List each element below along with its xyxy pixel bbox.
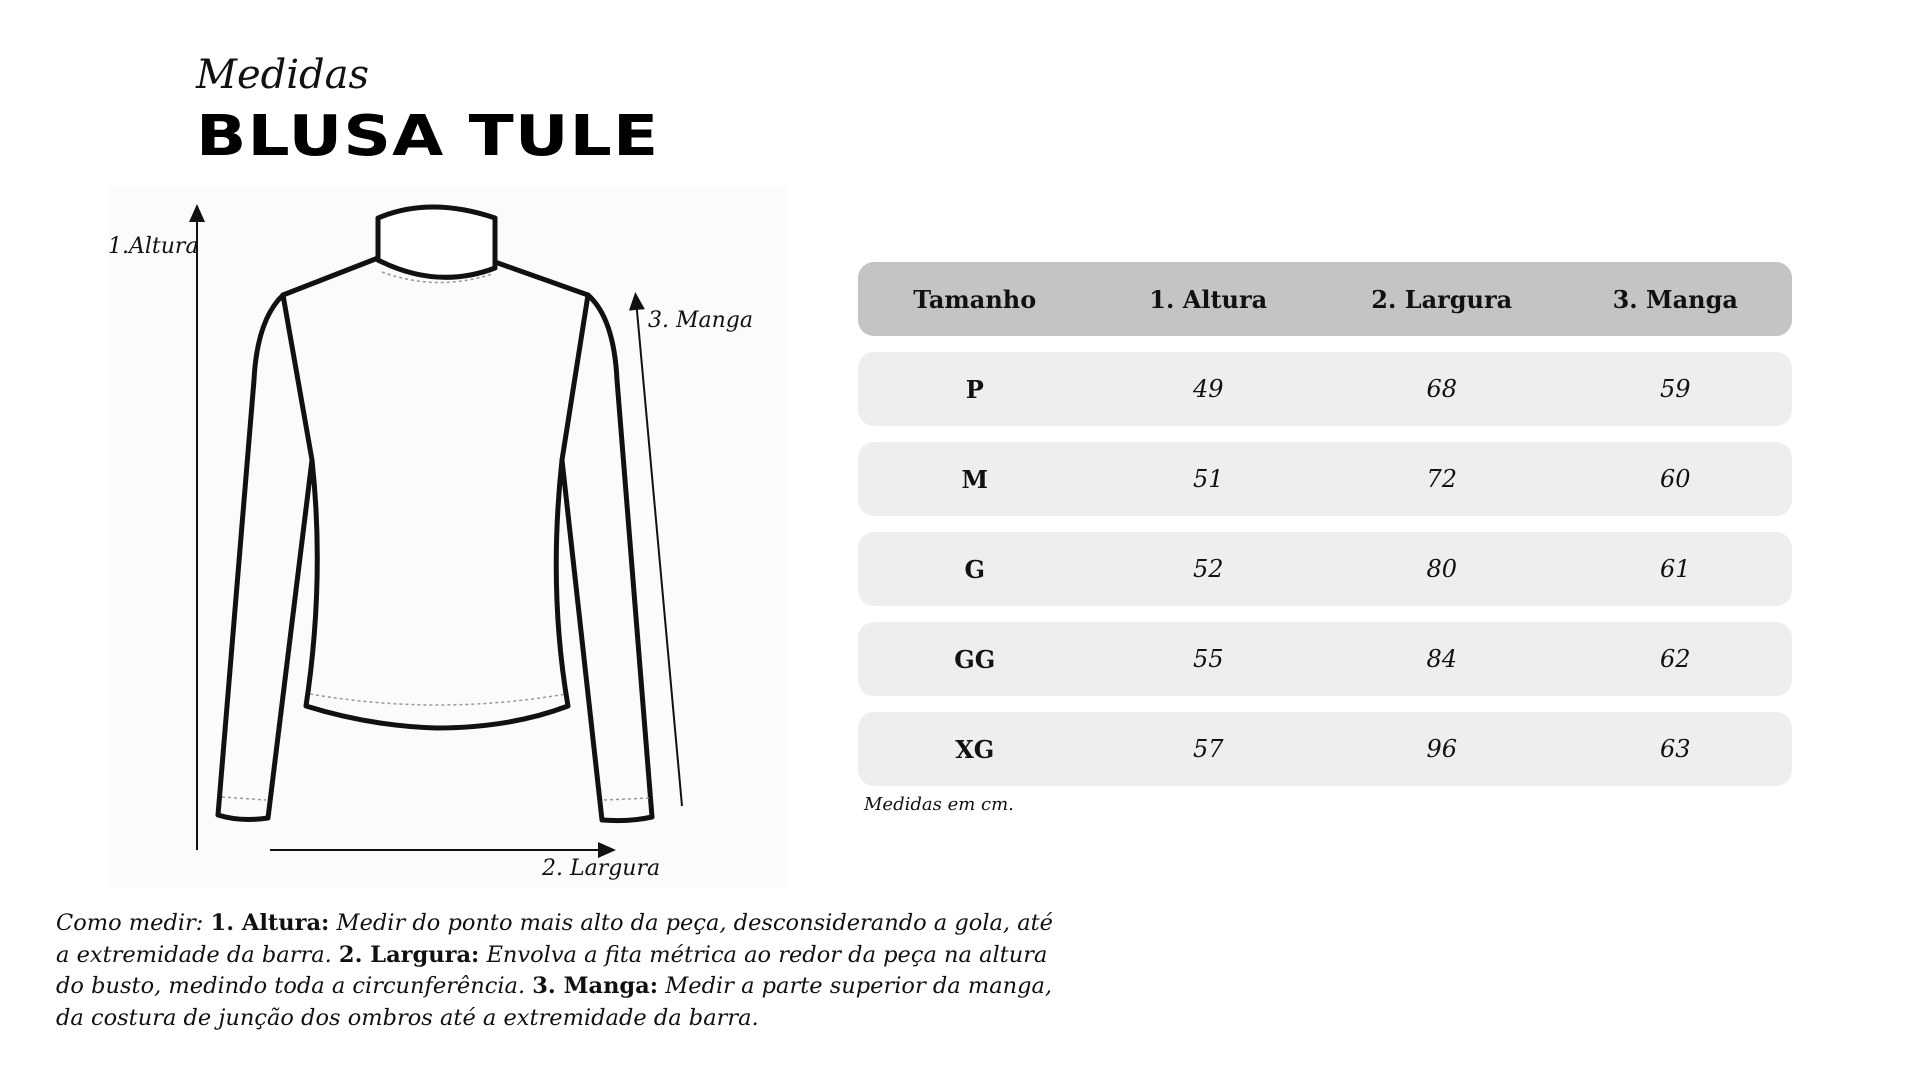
table-row: [858, 532, 1792, 606]
instructions-intro: Como medir:: [56, 910, 211, 936]
units-note: Medidas em cm.: [864, 794, 1014, 815]
column-header: 3. Manga: [1612, 284, 1738, 314]
size-cell: GG: [954, 644, 996, 674]
altura-cell: 51: [1192, 465, 1224, 493]
largura-cell: 96: [1426, 735, 1458, 763]
instruction-2-text: Envolva a fita métrica ao redor da peça na altura do busto, medindo toda a circunferência.: [56, 941, 1048, 999]
page-title: BLUSA TULE: [196, 104, 660, 169]
table-row: [858, 352, 1792, 426]
manga-cell: 61: [1659, 555, 1691, 583]
largura-cell: 80: [1426, 555, 1458, 583]
instruction-1-label: 1. Altura:: [210, 910, 330, 936]
altura-cell: 52: [1192, 555, 1224, 583]
table-row: [858, 712, 1792, 786]
column-header: Tamanho: [913, 284, 1037, 314]
manga-cell: 62: [1659, 645, 1691, 673]
instruction-3-label: 3. Manga:: [532, 973, 659, 999]
largura-cell: 68: [1426, 375, 1458, 403]
collar-outline: [378, 207, 495, 277]
manga-cell: 63: [1659, 735, 1691, 763]
manga-cell: 60: [1659, 465, 1691, 493]
altura-cell: 49: [1192, 375, 1224, 403]
size-cell: P: [965, 374, 984, 404]
manga-label: 3. Manga: [648, 308, 753, 333]
column-header: 1. Altura: [1149, 284, 1268, 314]
size-cell: M: [961, 464, 989, 494]
column-header: 2. Largura: [1371, 284, 1513, 314]
size-cell: G: [964, 554, 985, 584]
size-cell: XG: [955, 734, 995, 764]
instruction-3-text: Medir a parte superior da manga, da costura de junção dos ombros até a extremidade da barra.: [56, 973, 1053, 1031]
measurement-instructions: [56, 908, 1056, 1034]
largura-label: 2. Largura: [542, 856, 661, 881]
table-row: [858, 442, 1792, 516]
table-header-row: [858, 262, 1792, 336]
instruction-2-label: 2. Largura:: [338, 941, 480, 968]
largura-cell: 84: [1426, 645, 1458, 673]
largura-cell: 72: [1426, 465, 1458, 493]
altura-cell: 57: [1192, 735, 1224, 763]
page-subtitle: Medidas: [196, 52, 370, 98]
altura-cell: 55: [1192, 645, 1224, 673]
altura-label: 1.Altura: [108, 234, 199, 259]
size-table: [858, 262, 1792, 802]
table-row: [858, 622, 1792, 696]
instruction-1-text: Medir do ponto mais alto da peça, desconsiderando a gola, até a extremidade da barra.: [56, 910, 1054, 968]
manga-cell: 59: [1659, 375, 1691, 403]
shirt-outline: [218, 258, 652, 821]
